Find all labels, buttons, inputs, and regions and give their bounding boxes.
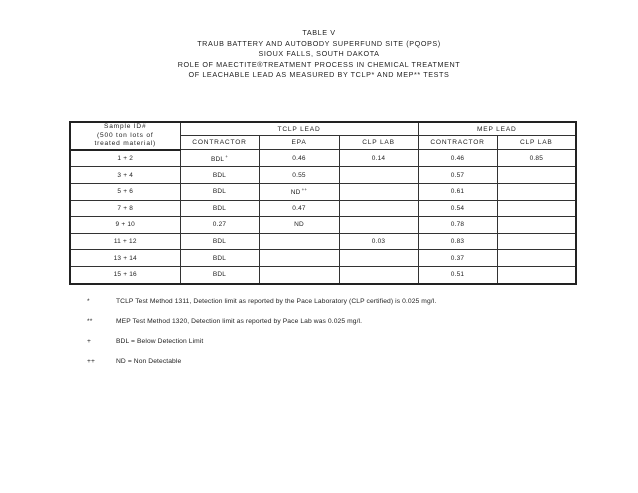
table-row [70, 183, 576, 200]
footnote [87, 338, 607, 358]
tclp-clp-lab-cell [339, 250, 418, 267]
mep-contractor-cell: 0.46 [418, 150, 497, 167]
tclp-epa-cell [259, 250, 339, 267]
sample-id-header-line-1: Sample ID# [104, 123, 147, 130]
table-row [70, 266, 576, 283]
mep-clp-lab-cell [497, 266, 576, 283]
mep-clp-lab-cell [497, 217, 576, 234]
mep-contractor-cell: 0.57 [418, 167, 497, 184]
footnote-marker: + [225, 153, 229, 159]
col-tclp-epa: EPA [259, 136, 339, 150]
tclp-contractor-cell: BDL [180, 250, 259, 267]
title-line-2: TRAUB BATTERY AND AUTOBODY SUPERFUND SITE (PQOPS) [197, 38, 441, 48]
col-tclp-clp-lab: CLP LAB [339, 136, 418, 150]
mep-contractor-cell: 0.54 [418, 200, 497, 217]
sample-id-cell: 15 + 16 [70, 266, 180, 283]
mep-contractor-cell: 0.78 [418, 217, 497, 234]
sample-id-cell: 5 + 6 [70, 183, 180, 200]
sample-id-cell: 13 + 14 [70, 250, 180, 267]
title-line-5: OF LEACHABLE LEAD AS MEASURED BY TCLP* AND MEP** TESTS [188, 70, 450, 80]
mep-clp-lab-cell [497, 250, 576, 267]
sample-id-cell: 7 + 8 [70, 200, 180, 217]
cell-value: ND [290, 189, 301, 197]
table-row [70, 200, 576, 217]
title-line-3: SIOUX FALLS, SOUTH DAKOTA [258, 49, 380, 59]
sample-id-cell: 11 + 12 [70, 233, 180, 250]
tclp-clp-lab-cell [339, 200, 418, 217]
tclp-epa-cell: 0.46 [259, 150, 339, 167]
tclp-clp-lab-cell [339, 217, 418, 234]
mep-contractor-cell: 0.37 [418, 250, 497, 267]
tclp-contractor-cell: 0.27 [180, 217, 259, 234]
tclp-contractor-cell: BDL [180, 200, 259, 217]
footnote-text: BDL = Below Detection Limit [116, 338, 204, 345]
header-row-groups [70, 122, 576, 136]
footnote-marker: ++ [301, 187, 308, 193]
tclp-contractor-cell: BDL [180, 167, 259, 184]
tclp-clp-lab-cell: 0.03 [339, 233, 418, 250]
lead-results-table [69, 121, 577, 285]
title-line-4: ROLE OF MAECTITE®TREATMENT PROCESS IN CHEMICAL TREATMENT [177, 59, 461, 69]
mep-clp-lab-cell [497, 233, 576, 250]
table-row [70, 233, 576, 250]
col-mep-clp-lab: CLP LAB [497, 136, 576, 150]
mep-clp-lab-cell: 0.85 [497, 150, 576, 167]
footnote [87, 298, 607, 318]
tclp-contractor-cell: BDL [180, 233, 259, 250]
tclp-epa-cell: 0.47 [259, 200, 339, 217]
table-row [70, 167, 576, 184]
tclp-epa-cell: 0.55 [259, 167, 339, 184]
table-row [70, 250, 576, 267]
cell-value: BDL [210, 155, 225, 163]
footnote [87, 358, 607, 378]
tclp-epa-cell [259, 183, 339, 200]
mep-lead-header: MEP LEAD [418, 122, 576, 136]
tclp-clp-lab-cell: 0.14 [339, 150, 418, 167]
table-row [70, 217, 576, 234]
footnote-text: ND = Non Detectable [116, 358, 182, 365]
mep-contractor-cell: 0.83 [418, 233, 497, 250]
footnote-marker: ** [87, 318, 93, 325]
col-tclp-contractor: CONTRACTOR [180, 136, 259, 150]
sample-id-header-line-3: treated material) [94, 140, 157, 148]
tclp-clp-lab-cell [339, 183, 418, 200]
title-line-1: TABLE V [302, 28, 336, 37]
sample-id-cell: 3 + 4 [70, 167, 180, 184]
sample-id-header-line-2: (500 ton lots of [97, 131, 154, 139]
tclp-clp-lab-cell [339, 266, 418, 283]
tclp-clp-lab-cell [339, 167, 418, 184]
sample-id-cell: 1 + 2 [70, 150, 180, 167]
tclp-lead-header: TCLP LEAD [180, 122, 418, 136]
footnote-text: TCLP Test Method 1311, Detection limit as reported by the Pace Laboratory (CLP certified) is 0.025 mg/l. [116, 298, 437, 305]
footnote-text: MEP Test Method 1320, Detection limit as reported by Pace Lab was 0.025 mg/l. [116, 318, 363, 325]
tclp-epa-cell: ND [259, 217, 339, 234]
footnote-marker: + [87, 338, 92, 345]
tclp-contractor-cell [180, 150, 259, 167]
col-mep-contractor: CONTRACTOR [418, 136, 497, 150]
footnotes [87, 298, 607, 378]
mep-clp-lab-cell [497, 167, 576, 184]
mep-contractor-cell: 0.51 [418, 266, 497, 283]
tclp-epa-cell [259, 266, 339, 283]
tclp-epa-cell [259, 233, 339, 250]
tclp-contractor-cell: BDL [180, 266, 259, 283]
footnote-marker: ++ [87, 358, 96, 365]
sample-id-cell: 9 + 10 [70, 217, 180, 234]
footnote-marker: * [87, 298, 90, 305]
footnote [87, 318, 607, 338]
sample-id-header [70, 122, 180, 150]
mep-clp-lab-cell [497, 200, 576, 217]
table-title [0, 28, 638, 81]
table-row [70, 150, 576, 167]
mep-clp-lab-cell [497, 183, 576, 200]
mep-contractor-cell: 0.61 [418, 183, 497, 200]
tclp-contractor-cell: BDL [180, 183, 259, 200]
